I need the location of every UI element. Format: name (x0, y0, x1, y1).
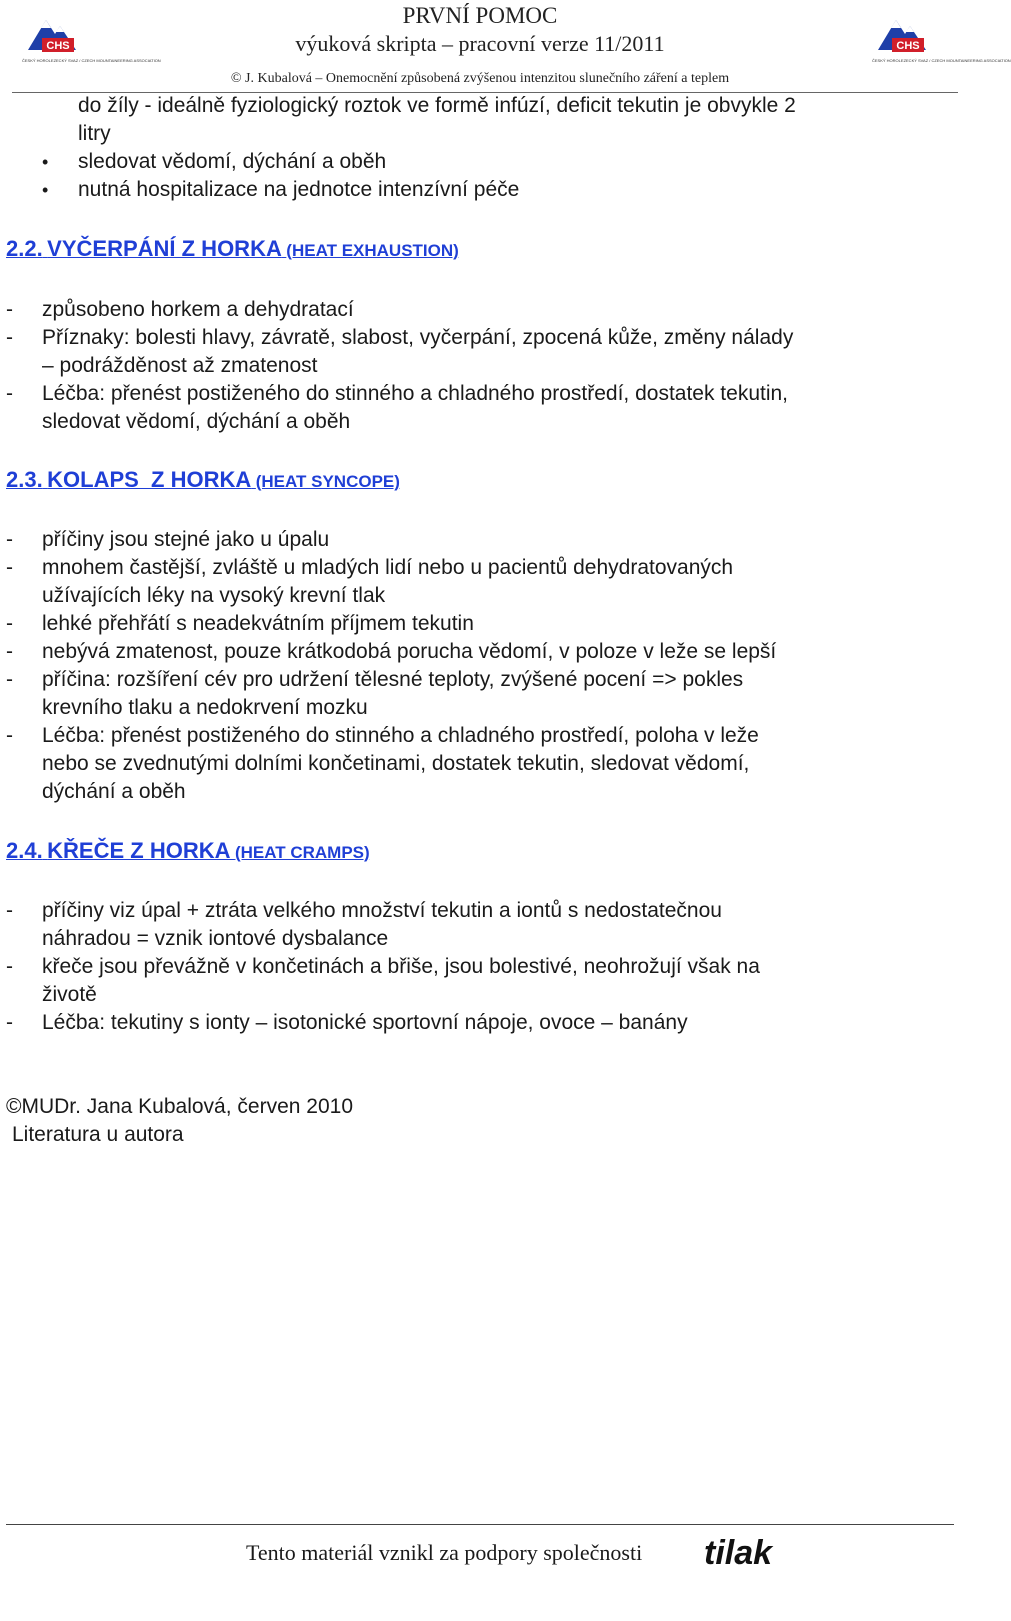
list-item: lehké přehřátí s neadekvátním příjmem tekutin (42, 612, 474, 635)
list-item: Léčba: přenést postiženého do stinného a chladného prostředí, poloha v leže (42, 724, 759, 747)
section-title: VYČERPÁNÍ Z HORKA (47, 236, 282, 261)
section-number: 2.2. (6, 236, 43, 261)
list-item: mnohem častější, zvláště u mladých lidí nebo u pacientů dehydratovaných (42, 556, 734, 579)
body-text: litry (78, 122, 111, 145)
page-subtitle: výuková skripta – pracovní verze 11/2011 (295, 31, 665, 56)
list-item: Příznaky: bolesti hlavy, závratě, slabost, vyčerpání, zpocená kůže, změny nálady (42, 326, 794, 349)
section-number: 2.4. (6, 838, 43, 863)
list-item-continuation: sledovat vědomí, dýchání a oběh (42, 410, 351, 433)
page-header (0, 0, 1011, 96)
section-heading (6, 236, 459, 262)
dash-marker: - (6, 724, 13, 747)
dash-marker: - (6, 612, 13, 635)
dash-marker: - (6, 955, 13, 978)
list-item-continuation: náhradou = vznik iontové dysbalance (42, 927, 389, 950)
bullet-icon: • (42, 180, 49, 200)
dash-marker: - (6, 899, 13, 922)
dash-marker: - (6, 326, 13, 349)
list-item-continuation: – podrážděnost až zmatenost (42, 354, 318, 377)
dash-marker: - (6, 640, 13, 663)
section-subtitle: (HEAT CRAMPS) (234, 843, 370, 862)
logo-caption: ČESKÝ HOROLEZECKÝ SVAZ / CZECH MOUNTAINEERING ASSOCIATION (872, 58, 1011, 63)
list-item-continuation: životě (42, 983, 97, 1006)
dash-marker: - (6, 298, 13, 321)
list-item-continuation: užívajících léky na vysoký krevní tlak (42, 584, 386, 607)
list-item-continuation: nebo se zvednutými dolními končetinami, dostatek tekutin, sledovat vědomí, (42, 752, 750, 775)
list-item-continuation: dýchání a oběh (42, 780, 186, 803)
list-item: nutná hospitalizace na jednotce intenzívní péče (78, 178, 520, 201)
section-title: KOLAPS Z HORKA (47, 467, 252, 492)
tilak-logo (702, 1532, 792, 1572)
section-heading (6, 467, 400, 493)
sponsor-logo-text: tilak (704, 1534, 773, 1572)
section-subtitle: (HEAT SYNCOPE) (255, 472, 400, 491)
dash-marker: - (6, 668, 13, 691)
list-item-continuation: krevního tlaku a nedokrvení mozku (42, 696, 368, 719)
list-item: sledovat vědomí, dýchání a oběh (78, 150, 387, 173)
section-title: KŘEČE Z HORKA (47, 838, 231, 863)
footer-text: Tento materiál vznikl za podpory společnosti (246, 1540, 643, 1565)
page-title: PRVNÍ POMOC (402, 3, 558, 28)
bullet-icon: • (42, 152, 49, 172)
list-item: příčiny viz úpal + ztráta velkého množství tekutin a iontů s nedostatečnou (42, 899, 722, 922)
logo-text: CHS (46, 40, 70, 52)
section-number: 2.3. (6, 467, 43, 492)
dash-marker: - (6, 1011, 13, 1034)
dash-marker: - (6, 382, 13, 405)
dash-marker: - (6, 528, 13, 551)
list-item: příčiny jsou stejné jako u úpalu (42, 528, 330, 551)
chs-logo (872, 14, 1011, 66)
list-item: Léčba: přenést postiženého do stinného a chladného prostředí, dostatek tekutin, (42, 382, 789, 405)
list-item: křeče jsou převážně v končetinách a břiše, jsou bolestivé, neohrožují však na (42, 955, 760, 978)
body-text: do žíly - ideálně fyziologický roztok ve formě infúzí, deficit tekutin je obvykle 2 (78, 94, 796, 117)
dash-marker: - (6, 556, 13, 579)
logo-text: CHS (896, 40, 920, 52)
list-item: způsobeno horkem a dehydratací (42, 298, 354, 321)
author-line: © J. Kubalová – Onemocnění způsobená zvýšenou intenzitou slunečního záření a teplem (230, 71, 730, 86)
section-heading (6, 838, 370, 864)
logo-caption: ČESKÝ HOROLEZECKÝ SVAZ / CZECH MOUNTAINEERING ASSOCIATION (22, 58, 161, 63)
section-subtitle: (HEAT EXHAUSTION) (286, 241, 459, 260)
list-item: příčina: rozšíření cév pro udržení tělesné teploty, zvýšené pocení => pokles (42, 668, 744, 691)
copyright-line: ©MUDr. Jana Kubalová, červen 2010 (6, 1095, 353, 1118)
footer-divider (6, 1524, 954, 1525)
list-item: nebývá zmatenost, pouze krátkodobá porucha vědomí, v poloze v leže se lepší (42, 640, 777, 663)
literature-note: Literatura u autora (12, 1123, 184, 1146)
list-item: Léčba: tekutiny s ionty – isotonické sportovní nápoje, ovoce – banány (42, 1011, 688, 1034)
